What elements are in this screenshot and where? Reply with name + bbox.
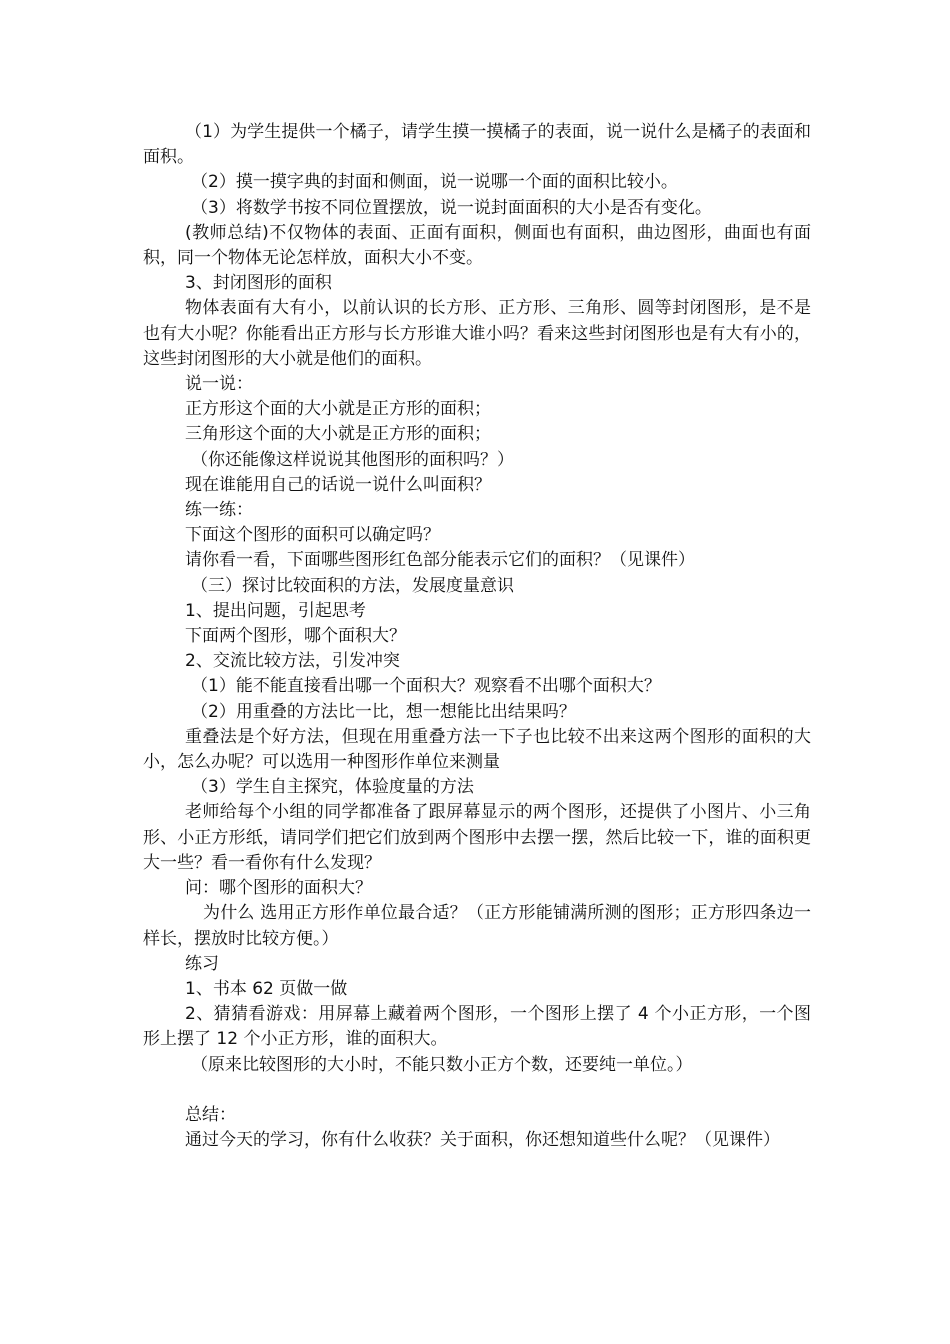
paragraph-overlap: （2）用重叠的方法比一比，想一想能比出结果吗？ (191, 701, 576, 722)
paragraph-other-shapes: （你还能像这样说说其他图形的面积吗？） (191, 449, 514, 470)
paragraph-red-parts: 请你看一看，下面哪些图形红色部分能表示它们的面积？（见课件） (185, 550, 695, 571)
paragraph-group-activity: 老师给每个小组的同学都准备了跟屏幕显示的两个图形，还提供了小图片、小三角形、小正方形纸，请同学们把它们放到两个图形中去摆一摆，然后比较一下，谁的面积更大一些？看一看你有什么发现？ (143, 802, 811, 873)
section-heading-raise-question: 1、提出问题，引起思考 (185, 600, 366, 621)
paragraph-math-book: （3）将数学书按不同位置摆放，说一说封面面积的大小是否有变化。 (191, 197, 712, 218)
paragraph-textbook-page: 1、书本 62 页做一做 (185, 978, 348, 999)
document-page (143, 120, 811, 1153)
paragraph-define-area: 现在谁能用自己的话说一说什么叫面积？ (185, 474, 491, 495)
paragraph-triangle-area: 三角形这个面的大小就是正方形的面积； (185, 424, 491, 445)
paragraph-self-explore: （3）学生自主探究，体验度量的方法 (191, 777, 474, 798)
paragraph-dictionary: （2）摸一摸字典的封面和侧面，说一说哪一个面的面积比较小。 (191, 172, 678, 193)
paragraph-closed-shapes: 物体表面有大有小，以前认识的长方形、正方形、三角形、圆等封闭图形，是不是也有大小呢？你能看出正方形与长方形谁大谁小吗？看来这些封闭图形也是有大有小的，这些封闭图形的大小就是他们的面积。 (143, 298, 811, 369)
section-heading-exercise: 练习 (185, 953, 219, 974)
paragraph-determine-area: 下面这个图形的面积可以确定吗？ (185, 525, 440, 546)
section-heading-compare-methods: （三）探讨比较面积的方法，发展度量意识 (191, 575, 514, 596)
paragraph-why-square: 为什么 选用正方形作单位最合适？（正方形能铺满所测的图形；正方形四条边一样长，摆放时比较方便。） (143, 903, 811, 949)
paragraph-guess-game: 2、猜猜看游戏：用屏幕上藏着两个图形，一个图形上摆了 4 个小正方形，一个图形上摆了 12 个小正方形，谁的面积大。 (143, 1004, 811, 1050)
paragraph-summary-question: 通过今天的学习，你有什么收获？关于面积，你还想知道些什么呢？（见课件） (185, 1130, 780, 1151)
paragraph-square-area: 正方形这个面的大小就是正方形的面积； (185, 399, 491, 420)
paragraph-orange-surface: （1）为学生提供一个橘子，请学生摸一摸橘子的表面，说一说什么是橘子的表面和面积。 (143, 122, 811, 168)
section-heading-summary: 总结： (185, 1104, 236, 1125)
blank-line (143, 1078, 811, 1103)
paragraph-say: 说一说： (185, 374, 253, 395)
paragraph-teacher-summary: (教师总结)不仅物体的表面、正面有面积，侧面也有面积，曲边图形，曲面也有面积，同一个物体无论怎样放，面积大小不变。 (143, 222, 811, 269)
paragraph-unify-unit: （原来比较图形的大小时，不能只数小正方个数，还要纯一单位。） (191, 1054, 693, 1075)
paragraph-ask-which: 问：哪个图形的面积大？ (185, 878, 372, 899)
paragraph-overlap-method: 重叠法是个好方法，但现在用重叠方法一下子也比较不出来这两个图形的面积的大小，怎么办呢？可以选用一种图形作单位来测量 (143, 726, 811, 773)
paragraph-practice: 练一练： (185, 500, 253, 521)
paragraph-which-bigger: 下面两个图形，哪个面积大？ (185, 626, 406, 647)
section-heading-exchange-methods: 2、交流比较方法，引发冲突 (185, 651, 400, 672)
paragraph-observe: （1）能不能直接看出哪一个面积大？观察看不出哪个面积大？ (191, 676, 661, 697)
section-heading-closed-shapes: 3、封闭图形的面积 (185, 273, 332, 294)
